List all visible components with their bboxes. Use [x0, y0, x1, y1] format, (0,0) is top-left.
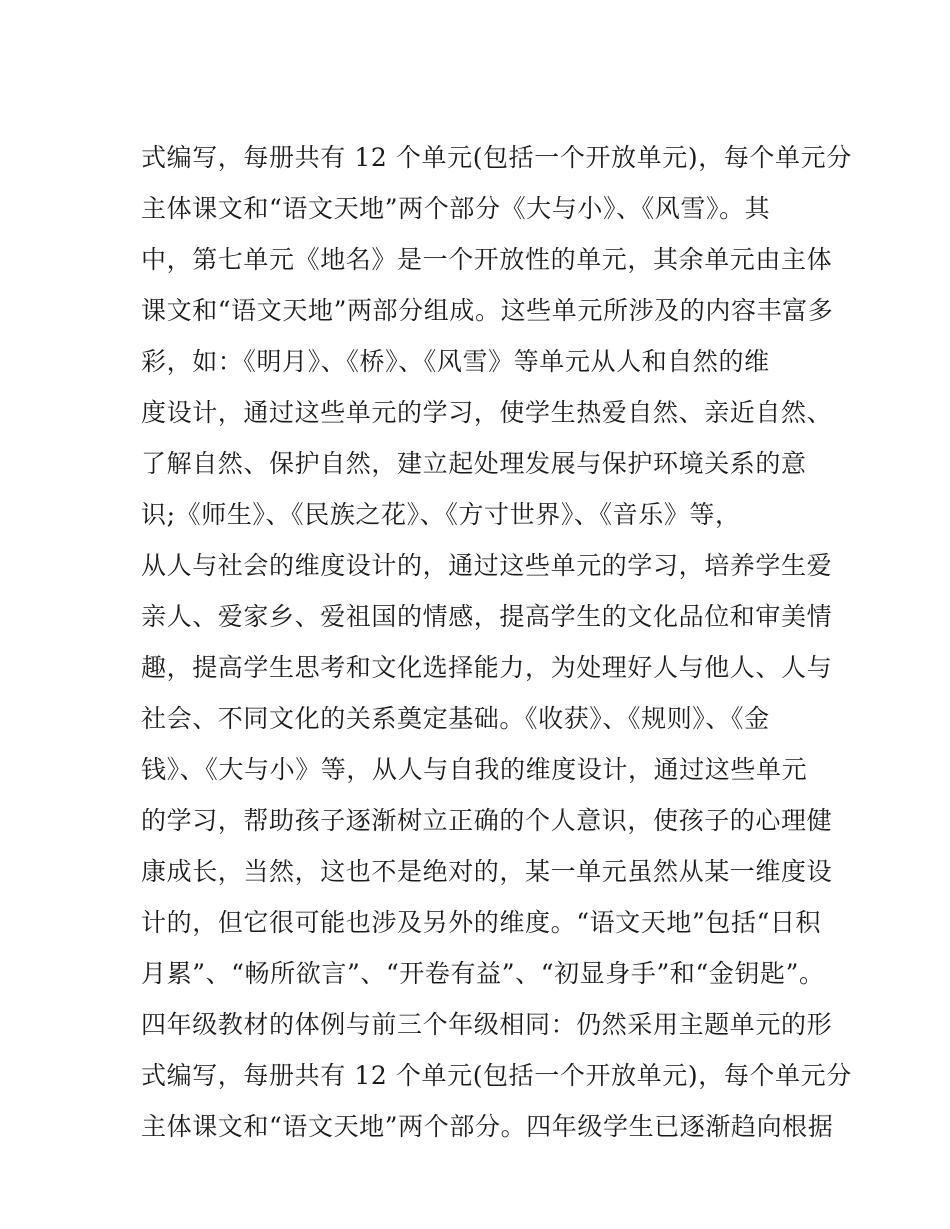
- text-line-7: 了解自然、保护自然，建立起处理发展与保护环境关系的意: [141, 449, 807, 478]
- text-line-3: 中，第七单元《地名》是一个开放性的单元，其余单元由主体: [141, 245, 833, 274]
- text-line-10: 亲人、爱家乡、爱祖国的情感，提高学生的文化品位和审美情: [141, 602, 833, 631]
- text-line-12: 社会、不同文化的关系奠定基础。《收获》、《规则》、《金: [141, 704, 770, 733]
- text-line-17: 月累”、“畅所欲言”、“开卷有益”、“初显身手”和“金钥匙”。: [141, 959, 825, 988]
- text-line-1: 式编写，每册共有 12 个单元(包括一个开放单元)，每个单元分: [141, 143, 852, 172]
- text-line-15: 康成长，当然，这也不是绝对的，某一单元虽然从某一维度设: [141, 857, 833, 886]
- text-line-13: 钱》、《大与小》等，从人与自我的维度设计，通过这些单元: [141, 755, 808, 784]
- text-line-16: 计的，但它很可能也涉及另外的维度。“语文天地”包括“日积: [141, 908, 822, 937]
- text-line-14: 的学习，帮助孩子逐渐树立正确的个人意识，使孩子的心理健: [141, 806, 833, 835]
- text-line-8: 识;《师生》、《民族之花》、《方寸世界》、《音乐》等，: [141, 500, 741, 529]
- text-line-6: 度设计，通过这些单元的学习，使学生热爱自然、亲近自然、: [141, 398, 833, 427]
- text-line-19: 式编写，每册共有 12 个单元(包括一个开放单元)，每个单元分: [141, 1061, 852, 1090]
- text-line-11: 趣，提高学生思考和文化选择能力，为处理好人与他人、人与: [141, 653, 833, 682]
- body-text: [141, 132, 852, 1152]
- text-line-18: 四年级教材的体例与前三个年级相同：仍然采用主题单元的形: [141, 1010, 833, 1039]
- text-line-4: 课文和“语文天地”两部分组成。这些单元所涉及的内容丰富多: [141, 296, 834, 325]
- text-line-2: 主体课文和“语文天地”两个部分《大与小》、《风雪》。其: [141, 194, 771, 223]
- text-line-5: 彩，如：《明月》、《桥》、《风雪》等单元从人和自然的维: [141, 347, 770, 376]
- text-line-9: 从人与社会的维度设计的，通过这些单元的学习，培养学生爱: [141, 551, 833, 580]
- text-line-20: 主体课文和“语文天地”两个部分。四年级学生已逐渐趋向根据: [141, 1112, 834, 1141]
